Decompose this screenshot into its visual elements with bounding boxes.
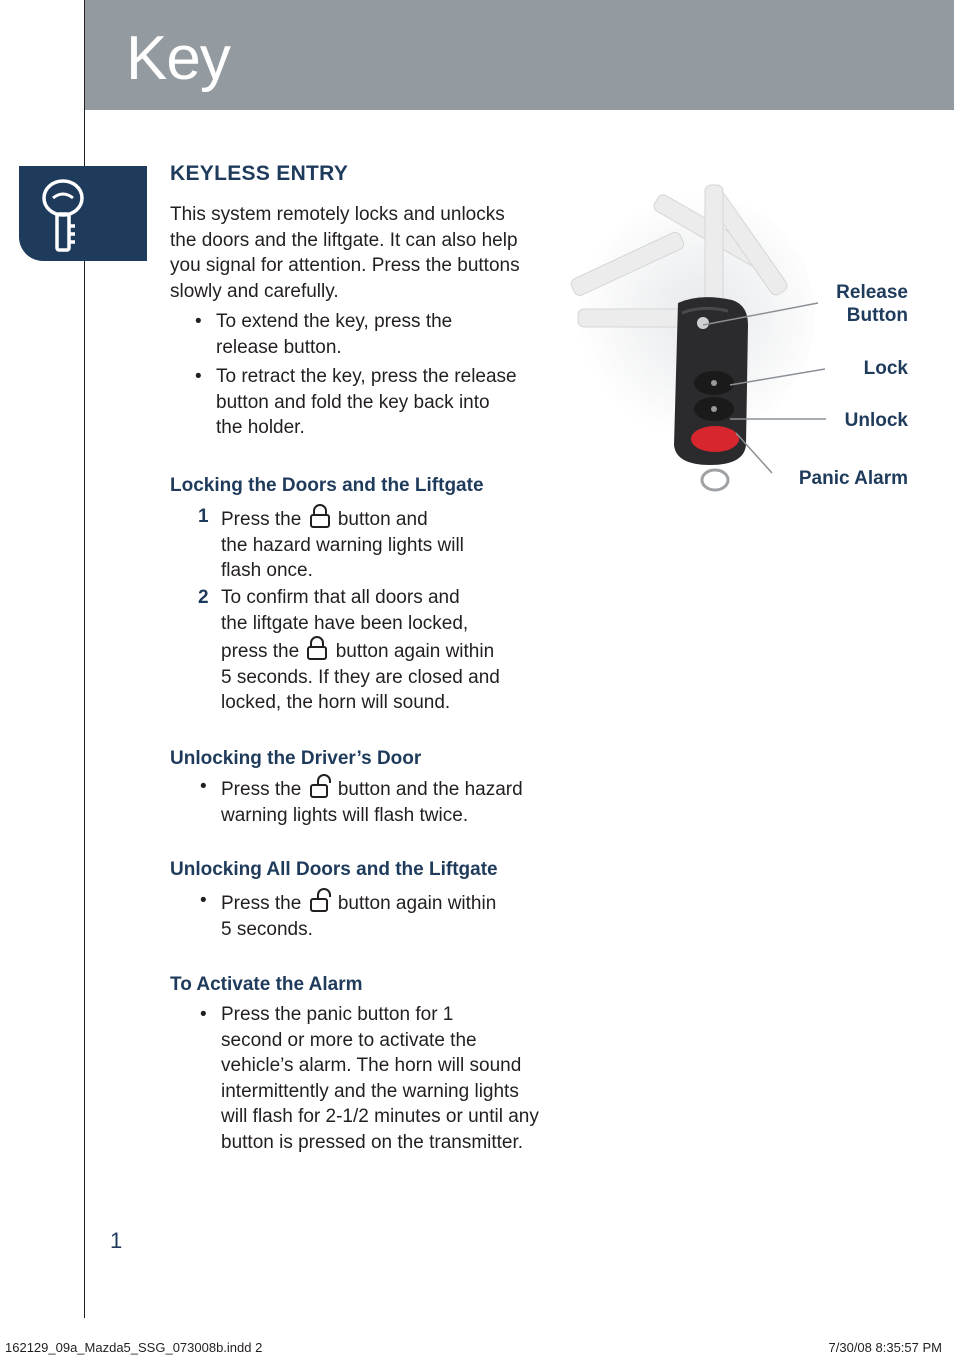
padlock-open-icon: [309, 888, 331, 912]
bullet-dot: •: [200, 776, 207, 797]
list-item: [200, 774, 523, 828]
section-heading: KEYLESS ENTRY: [170, 162, 349, 185]
bullet-text: Press the: [221, 893, 302, 914]
step-number: 1: [198, 506, 209, 527]
bullet-text: button again within: [337, 893, 497, 914]
footer-timestamp: 7/30/08 8:35:57 PM: [828, 1340, 942, 1355]
step-line: 5 seconds. If they are closed and: [221, 666, 500, 688]
step-line: locked, the horn will sound.: [221, 692, 451, 714]
bullet-line: button is pressed on the transmitter.: [221, 1131, 524, 1153]
callout-unlock: Unlock: [844, 410, 908, 431]
callout-panic-alarm: Panic Alarm: [798, 468, 908, 489]
page-title: Key: [126, 24, 230, 93]
bullet-dot: •: [195, 311, 202, 332]
step-text: press the: [221, 641, 300, 663]
subheading-unlock-driver: Unlocking the Driver’s Door: [170, 748, 422, 769]
subheading-locking: Locking the Doors and the Liftgate: [170, 475, 484, 496]
step-item: [198, 585, 500, 716]
intro-line: This system remotely locks and unlocks: [170, 204, 505, 225]
step-line: To confirm that all doors and: [221, 587, 460, 608]
padlock-open-icon: [309, 774, 331, 798]
footer-filename: 162129_09a_Mazda5_SSG_073008b.indd 2: [5, 1340, 263, 1355]
bullet-line: Press the panic button for 1: [221, 1004, 454, 1025]
key-fob-illustration: [560, 175, 920, 505]
section-tab: [19, 166, 147, 261]
step-line: the hazard warning lights will: [221, 534, 464, 556]
bullet-line: button and fold the key back into: [216, 391, 490, 413]
bullet-line: To extend the key, press the: [216, 311, 453, 332]
bullet-line: the holder.: [216, 417, 305, 439]
list-item: [200, 1002, 539, 1156]
bullet-line: will flash for 2-1/2 minutes or until any: [221, 1106, 539, 1128]
step-text: button and: [337, 509, 428, 530]
bullet-line: intermittently and the warning lights: [221, 1080, 519, 1102]
bullet-dot: •: [195, 366, 202, 387]
list-item: [195, 364, 517, 441]
intro-line: the doors and the liftgate. It can also help: [170, 230, 518, 251]
bullet-text: button and the hazard: [337, 779, 523, 800]
list-item: [200, 888, 497, 942]
callout-release-button: [836, 281, 908, 327]
intro-line: slowly and carefully.: [170, 281, 339, 302]
step-number: 2: [198, 587, 209, 608]
callout-text: Release: [836, 282, 908, 303]
bullet-line: 5 seconds.: [221, 918, 313, 940]
step-text: Press the: [221, 509, 302, 530]
bullet-dot: •: [200, 1004, 207, 1025]
bullet-dot: •: [200, 890, 207, 911]
subheading-unlock-all: Unlocking All Doors and the Liftgate: [170, 859, 498, 880]
step-text: button again within: [335, 641, 495, 663]
callout-text: Button: [846, 305, 908, 326]
padlock-closed-icon: [309, 504, 331, 528]
step-line: flash once.: [221, 560, 313, 582]
page-number: 1: [110, 1228, 123, 1253]
bullet-line: warning lights will flash twice.: [221, 804, 469, 826]
step-item: [198, 504, 464, 584]
bullet-text: Press the: [221, 779, 302, 800]
subheading-alarm: To Activate the Alarm: [170, 974, 363, 995]
intro-line: you signal for attention. Press the buttons: [170, 255, 520, 276]
bullet-line: second or more to activate the: [221, 1029, 477, 1051]
padlock-closed-icon: [306, 636, 328, 660]
callout-lock: Lock: [863, 358, 908, 379]
bullet-line: vehicle’s alarm. The horn will sound: [221, 1055, 522, 1077]
bullet-line: release button.: [216, 336, 342, 358]
bullet-line: To retract the key, press the release: [216, 366, 517, 387]
list-item: [195, 309, 453, 360]
step-line: the liftgate have been locked,: [221, 612, 469, 634]
key-icon: [41, 176, 91, 254]
